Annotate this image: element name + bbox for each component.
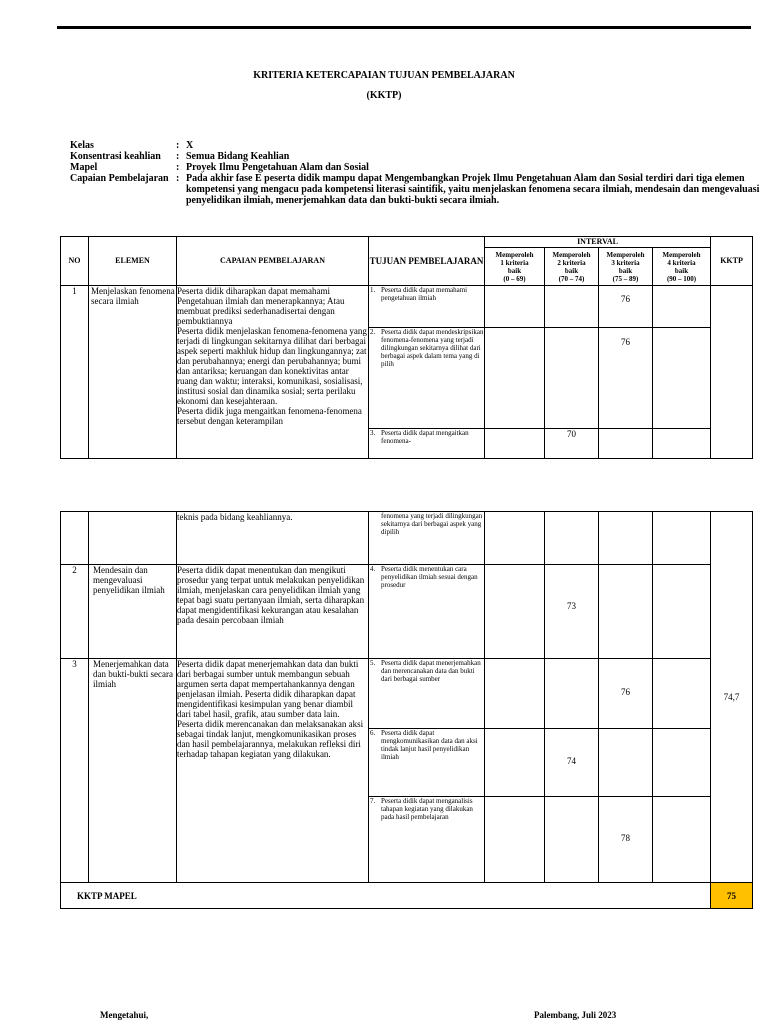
tp-5: 5. Peserta didik dapat menerjemahkan dan merencanakan data dan bukti dari berbagai sumber [369,659,485,729]
header-kriteria-1: Memperoleh 1 kriteria baik (0 – 69) [485,248,545,286]
tp-2: 2. Peserta didik dapat mendeskripsikan fenomena-fenomena yang terjadi dilingkungan sekitarnya dilihat dari berbagai aspek dalam tema yang di pilih [369,328,485,429]
info-konsentrasi: Konsentrasi keahlian : Semua Bidang Keahlian [70,151,760,162]
tp6-k4 [653,729,711,797]
document-subtitle: (KKTP) [366,90,402,101]
row2-cp: Peserta didik dapat menentukan dan mengikuti prosedur yang terpat untuk melakukan penyelidikan ilmiah, menjelaskan cara penyelidikan ilmiah yang tepat bagi suatu pertanyaan ilmiah, serta diharapkan dapat mengidentifikasi kekurangan atau kesalahan pada desain percobaan ilmiah [177,565,369,659]
row1-cp: Peserta didik diharapkan dapat memahami Pengetahuan ilmiah dan menerapkannya; Atau membuat prediksi sederhanadisertai dengan pembuktiannya Peserta didik menjelaskan fenomena-fenomena yang terjadi di lingkungan sekitarnya dilihat dari berbagai aspek seperti makhluk hidup dan lingkungannya; zat dan perubahannya; energi dan perubahannya; bumi dan antariksa; keruangan dan konektivitas antar ruang dan waktu; interaksi, komunikasi, sosialisasi, institusi sosial dan dinamika sosial; serta perilaku ekonomi dan kesejahteraan. Peserta didik juga mengaitkan fenomena-fenomena tersebut dengan keterampilan [177,286,369,459]
tp3-k4 [653,429,711,459]
top-rule [57,26,751,29]
info-label: Capaian Pembelajaran [70,173,169,184]
header-kriteria-3: Memperoleh 3 kriteria baik (75 – 89) [599,248,653,286]
header-interval: INTERVAL [485,237,711,248]
tp7-k4 [653,797,711,883]
footer-left: Mengetahui, [100,1010,149,1020]
tp2-k2 [545,328,599,429]
tp-7: 7. Peserta didik dapat menganalisis tahapan kegiatan yang dilakukan pada hasil pembelajaran [369,797,485,883]
tp7-k3: 78 [599,797,653,883]
kktp-table-page1 [60,236,753,459]
info-label: Mapel [70,162,98,173]
tp7-k2 [545,797,599,883]
tp-4: 4. Peserta didik menentukan cara penyelidikan ilmiah sesuai dengan prosedur [369,565,485,659]
tp1-k4 [653,286,711,328]
tp-1: 1. Peserta didik dapat memahami pengetahuan ilmiah [369,286,485,328]
tp5-k1 [485,659,545,729]
tp5-k3: 76 [599,659,653,729]
header-elemen: ELEMEN [89,237,177,286]
row3-elemen: Menerjemahkan data dan bukti-bukti secara ilmiah [89,659,177,883]
header-cp: CAPAIAN PEMBELAJARAN [177,237,369,286]
tp6-k2: 74 [545,729,599,797]
info-label: Konsentrasi keahlian [70,151,161,162]
cont-k2 [545,512,599,565]
tp6-k1 [485,729,545,797]
info-block [70,140,760,206]
tp1-k2 [545,286,599,328]
kktp-table-page2 [60,511,753,909]
footer-right: Palembang, Juli 2023 [534,1010,617,1020]
header-no: NO [61,237,89,286]
info-value: Pada akhir fase E peserta didik mampu dapat Mengembangkan Projek Ilmu Pengetahuan Alam dan Sosial terdiri dari tiga elemen kompetensi yang mengacu pada kompetensi literasi saintifik, yaitu menjelaskan fenomena secara ilmiah, mendesain dan mengevaluasi penyelidikan ilmiah, menerjemahkan data dan bukti-bukti secara ilmiah. [186,173,760,206]
cont-tp: fenomena yang terjadi dilingkungan sekitarnya dari berbagai aspek yang dipilih [369,512,485,565]
cont-k4 [653,512,711,565]
tp4-k2: 73 [545,565,599,659]
tp2-k1 [485,328,545,429]
tp2-k4 [653,328,711,429]
tp3-k2: 70 [545,429,599,459]
tp6-k3 [599,729,653,797]
header-kktp: KKTP [711,237,753,286]
info-value: Proyek Ilmu Pengetahuan Alam dan Sosial [186,162,369,173]
cont-no [61,512,89,565]
header-tp: TUJUAN PEMBELAJARAN [369,237,485,286]
row2-no: 2 [61,565,89,659]
cont-k3 [599,512,653,565]
info-value: Semua Bidang Keahlian [186,151,290,162]
kktp-value: 74,7 [711,512,753,883]
info-label: Kelas [70,140,94,151]
tp-6: 6. Peserta didik dapat mengkomunikasikan data dan aksi tindak lanjut hasil penyelidikan ilmiah [369,729,485,797]
kktp-mapel-value: 75 [711,883,753,909]
row1-elemen: Menjelaskan fenomena secara ilmiah [89,286,177,459]
header-kriteria-4: Memperoleh 4 kriteria baik (90 – 100) [653,248,711,286]
cont-cp: teknis pada bidang keahliannya. [177,512,369,565]
cont-k1 [485,512,545,565]
tp1-k1 [485,286,545,328]
tp1-k3: 76 [599,286,653,328]
info-capaian: Capaian Pembelajaran : Pada akhir fase E peserta didik mampu dapat Mengembangkan Projek Ilmu Pengetahuan Alam dan Sosial terdiri dari tiga elemen kompetensi yang mengacu pada kompetensi literasi saintifik, yaitu menjelaskan fenomena secara ilmiah, mendesain dan mengevaluasi penyelidikan ilmiah, menerjemahkan data dan bukti-bukti secara ilmiah. [70,173,760,206]
row1-kktp [711,286,753,459]
tp-3: 3. Peserta didik dapat mengaitkan fenomena- [369,429,485,459]
tp7-k1 [485,797,545,883]
header-kriteria-2: Memperoleh 2 kriteria baik (70 – 74) [545,248,599,286]
tp4-k3 [599,565,653,659]
tp5-k2 [545,659,599,729]
row1-no: 1 [61,286,89,459]
row3-no: 3 [61,659,89,883]
kktp-mapel-label: KKTP MAPEL [61,883,711,909]
row3-cp: Peserta didik dapat menerjemahkan data dan bukti dari berbagai sumber untuk membangun sebuah argumen serta dapat mempertahankannya dengan penjelasan ilmiah. Peserta didik diharapkan dapat mengidentifikasi kesimpulan yang benar diambil dari tabel hasil, grafik, atau sumber data lain. Peserta didik merencanakan dan melaksanakan aksi sebagai tindak lanjut, mengkomunikasikan proses dan hasil pembelajarannya, melakukan refleksi diri terhadap tahapan kegiatan yang dilakukan. [177,659,369,883]
tp3-k1 [485,429,545,459]
cont-elemen [89,512,177,565]
tp4-k4 [653,565,711,659]
info-value: X [186,140,194,151]
document-title: KRITERIA KETERCAPAIAN TUJUAN PEMBELAJARAN [253,70,515,81]
tp4-k1 [485,565,545,659]
row2-elemen: Mendesain dan mengevaluasi penyelidikan ilmiah [89,565,177,659]
info-mapel: Mapel : Proyek Ilmu Pengetahuan Alam dan Sosial [70,162,760,173]
tp2-k3: 76 [599,328,653,429]
info-kelas: Kelas : X [70,140,760,151]
tp5-k4 [653,659,711,729]
tp3-k3 [599,429,653,459]
